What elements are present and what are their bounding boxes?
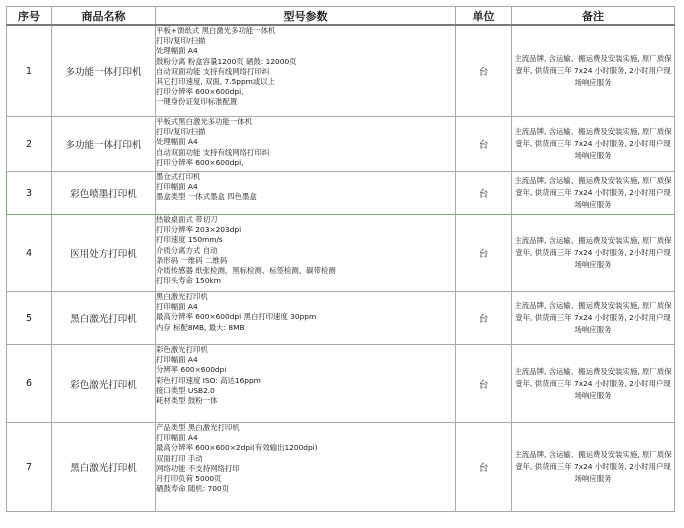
spec-line: 分辨率 600×600dpi [156,365,227,375]
spec-line: 接口类型 USB2.0 [156,385,215,395]
spec-line: 打印幅面 A4 [156,355,198,365]
unit-cell: 台 [456,215,512,292]
spec-line: 打印头寿命 150km [156,276,221,286]
product-name: 多功能一体打印机 [52,25,156,117]
spec-line: 条形码 一维码 二维码 [156,255,228,265]
remarks-cell: 主流品牌, 含运输、搬运费及安装实施, 原厂质保壹年, 供货商三年 7x24 小时服务, 2小时用户现场响应服务 [512,117,675,172]
spec-line: 产品类型 黑白激光打印机 [156,423,240,432]
spec-line: 打印分辨率 600×600dpi, [156,157,244,167]
spec-line: 墨仓式打印机 [156,172,201,181]
table-row[interactable] [7,345,675,423]
table-row[interactable] [7,423,675,512]
model-specs [156,423,456,512]
unit-cell: 台 [456,423,512,512]
spec-line: 墨盒类型 一体式墨盒 四色墨盒 [156,192,257,202]
row-index: 3 [7,172,52,215]
table-row-selected[interactable] [7,172,675,215]
product-name: 多功能一体打印机 [52,117,156,172]
spec-line: 打印分辨率 600×600dpi, [156,87,244,97]
spec-line: 网络功能 不支持网络打印 [156,463,240,473]
spec-line: 介质传感器 纸张检测、黑标检测、标签检测、碳带检测 [156,266,336,276]
table-row[interactable] [7,25,675,117]
remarks-cell: 主流品牌, 含运输、搬运费及安装实施, 原厂质保壹年, 供货商三年 7x24 小时服务, 2小时用户现场响应服务 [512,345,675,423]
model-specs [156,117,456,172]
unit-cell: 台 [456,25,512,117]
unit-cell: 台 [456,292,512,345]
remarks-cell: 主流品牌, 含运输、搬运费及安装实施, 原厂质保壹年, 供货商三年 7x24 小时服务, 2小时用户现场响应服务 [512,25,675,117]
spec-line: 双面打印 手动 [156,453,203,463]
product-name: 黑白激光打印机 [52,423,156,512]
model-specs [156,172,456,215]
spec-line: 一键身份证复印标准配置 [156,97,238,107]
spec-line: 打印幅面 A4 [156,302,198,312]
spec-line: 最高分辨率 600×600×2dpi(有效输出1200dpi) [156,443,318,453]
spec-line: 月打印负荷 5000页 [156,474,222,484]
unit-cell: 台 [456,172,512,215]
product-name: 彩色激光打印机 [52,345,156,423]
spec-table [6,6,675,512]
row-index: 5 [7,292,52,345]
remarks-cell: 主流品牌, 含运输、搬运费及安装实施, 原厂质保壹年, 供货商三年 7x24 小时服务, 2小时用户现场响应服务 [512,172,675,215]
row-index: 1 [7,25,52,117]
row-index: 4 [7,215,52,292]
header-index: 序号 [7,7,52,26]
spec-line: 处理幅面 A4 [156,137,198,147]
model-specs [156,215,456,292]
model-specs [156,25,456,117]
spec-line: 打印分辨率 203×203dpi [156,225,242,235]
remarks-cell: 主流品牌, 含运输、搬运费及安装实施, 原厂质保壹年, 供货商三年 7x24 小时服务, 2小时用户现场响应服务 [512,292,675,345]
unit-cell: 台 [456,117,512,172]
row-index: 2 [7,117,52,172]
spec-line: 打印/复印/扫描 [156,127,206,137]
model-specs [156,345,456,423]
header-unit: 单位 [456,7,512,26]
spec-line: 打印/复印/扫描 [156,36,206,46]
spec-line: 硒鼓寿命 随机: 700页 [156,484,230,494]
spec-line: 处理幅面 A4 [156,46,198,56]
spec-line: 彩色打印速度 ISO: 高达16ppm [156,375,261,385]
header-row [7,7,675,26]
table-row[interactable] [7,292,675,345]
unit-cell: 台 [456,345,512,423]
header-product-name: 商品名称 [52,7,156,26]
spec-line: 打印幅面 A4 [156,433,198,443]
spec-line: 打印幅面 A4 [156,182,198,192]
header-model-specs: 型号参数 [156,7,456,26]
product-name: 黑白激光打印机 [52,292,156,345]
product-name: 彩色喷墨打印机 [52,172,156,215]
spec-line: 内存 标配8MB, 最大: 8MB [156,322,245,332]
spec-line: 平板式黑白激光多功能一体机 [156,117,253,126]
model-specs [156,292,456,345]
table-row[interactable] [7,117,675,172]
remarks-cell: 主流品牌, 含运输、搬运费及安装实施, 原厂质保壹年, 供货商三年 7x24 小时服务, 2小时用户现场响应服务 [512,215,675,292]
product-name: 医用处方打印机 [52,215,156,292]
spec-line: 热敏桌面式 带切刀 [156,215,218,224]
spec-line: 鼓粉分离 粉盒容量1200页 硒鼓: 12000页 [156,56,297,66]
row-index: 7 [7,423,52,512]
spec-line: 自动双面功能 支持有线网络打印纠 [156,147,270,157]
header-remarks: 备注 [512,7,675,26]
table-row[interactable] [7,215,675,292]
spec-line: 耗材类型 鼓粉一体 [156,396,218,406]
remarks-cell: 主流品牌, 含运输、搬运费及安装实施, 原厂质保壹年, 供货商三年 7x24 小时服务, 2小时用户现场响应服务 [512,423,675,512]
spec-line: 其它打印速度, 双面, 7.5ppm或以上 [156,77,276,87]
spec-line: 彩色激光打印机 [156,345,208,354]
spec-line: 黑白激光打印机 [156,292,208,301]
spec-line: 打印速度 150mm/s [156,235,223,245]
spec-line: 最高分辨率 600×600dpi 黑白打印速度 30ppm [156,312,317,322]
row-index: 6 [7,345,52,423]
spec-line: 介质分离方式 自动 [156,245,218,255]
spec-line: 自动双面功能 支持有线网络打印纠 [156,66,270,76]
spec-line: 平板+馈纸式 黑白激光多功能一体机 [156,26,276,35]
